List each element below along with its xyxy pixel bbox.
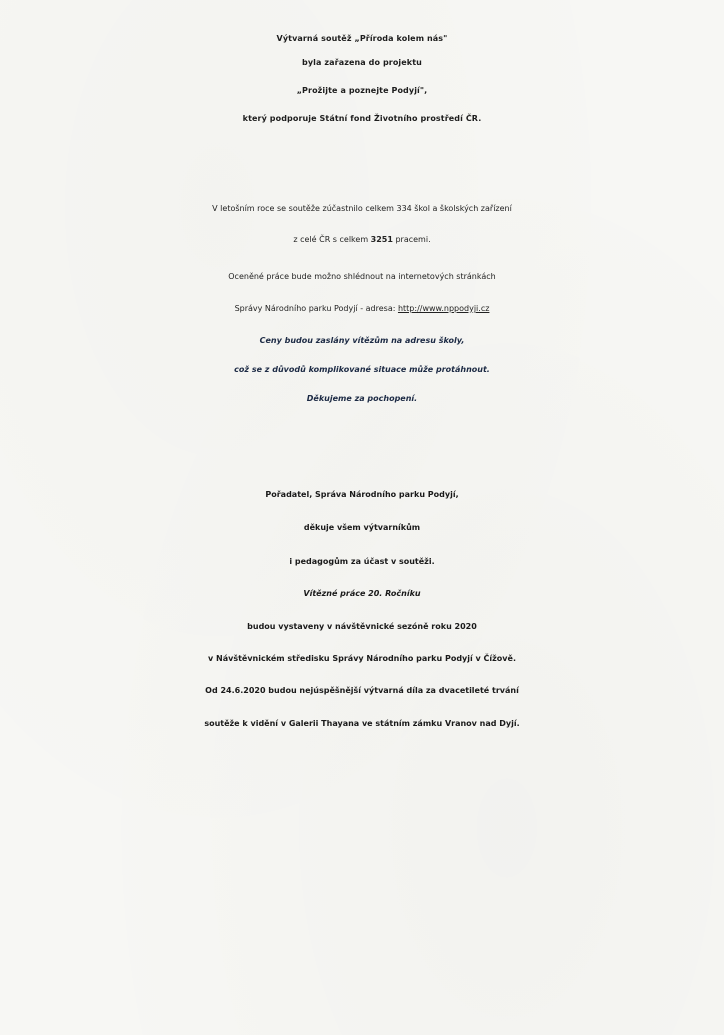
closing-line-8: soutěže k vidění v Galerii Thayana ve státním zámku Vranov nad Dyjí.: [204, 719, 520, 728]
info-line-2-suffix: pracemi.: [392, 235, 431, 244]
info-line-4: [0, 304, 724, 313]
header-line-2: byla zařazena do projektu: [302, 58, 422, 67]
header-line-3: „Prožijte a poznejte Podyjí",: [296, 86, 428, 95]
header-line-1: Výtvarná soutěž „Příroda kolem nás": [276, 34, 448, 43]
closing-line-2: děkuje všem výtvarníkům: [303, 523, 421, 532]
info-line-2: [0, 235, 724, 244]
notice-line-3: Děkujeme za pochopení.: [306, 394, 418, 403]
info-line-1: V letošním roce se soutěže zúčastnilo celkem 334 škol a školských zařízení: [212, 204, 512, 213]
works-count: 3251: [370, 235, 393, 244]
closing-line-3: i pedagogům za účast v soutěži.: [289, 557, 435, 566]
notice-line-1: Ceny budou zaslány vítězům na adresu školy,: [259, 336, 465, 345]
closing-line-7: Od 24.6.2020 budou nejúspěšnější výtvarná díla za dvacetileté trvání: [205, 686, 519, 695]
header-line-4: který podporuje Státní fond Životního prostředí ČR.: [242, 114, 482, 123]
info-line-3: Oceněné práce bude možno shlédnout na internetových stránkách: [228, 272, 496, 281]
info-line-4-prefix: Správy Národního parku Podyjí - adresa:: [234, 304, 398, 313]
closing-line-6: v Návštěvnickém středisku Správy Národního parku Podyjí v Čížově.: [208, 654, 516, 663]
closing-line-4: Vítězné práce 20. Ročníku: [303, 589, 421, 598]
notice-line-2: což se z důvodů komplikované situace může protáhnout.: [234, 365, 490, 374]
closing-line-1: Pořadatel, Správa Národního parku Podyjí,: [265, 490, 459, 499]
website-link[interactable]: http://www.nppodyji.cz: [397, 304, 490, 313]
info-line-2-prefix: z celé ČR s celkem: [293, 235, 371, 244]
closing-line-5: budou vystaveny v návštěvnické sezóně roku 2020: [247, 622, 477, 631]
